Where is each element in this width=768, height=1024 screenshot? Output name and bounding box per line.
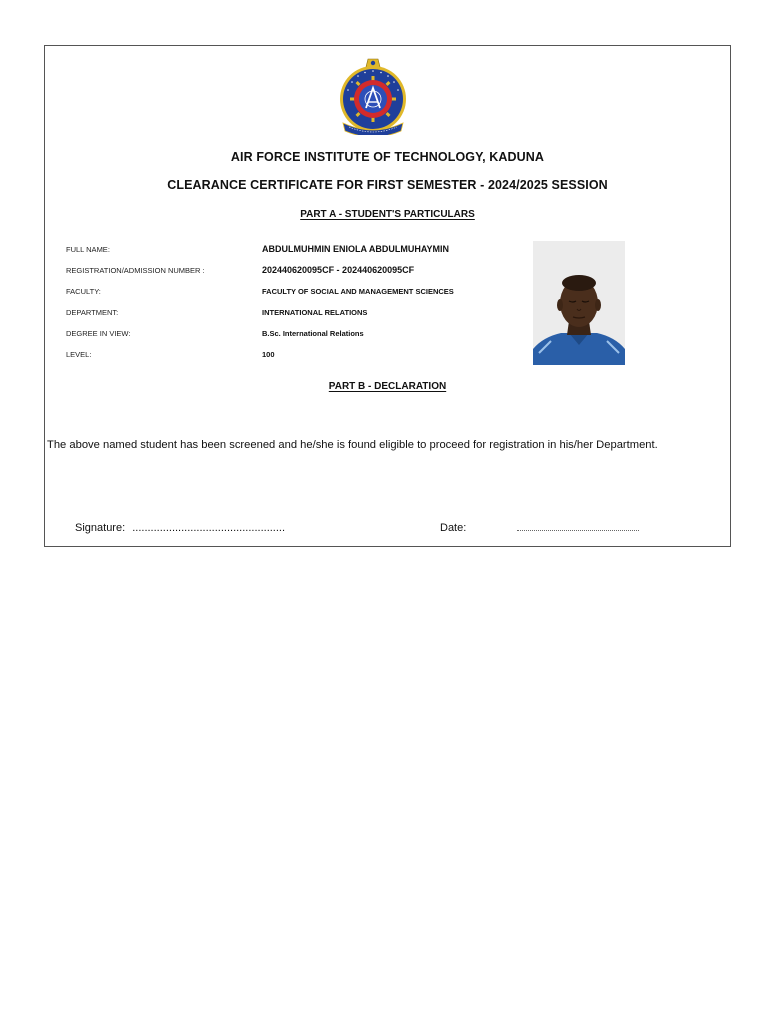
field-value: 100 (262, 350, 275, 359)
declaration-statement: The above named student has been screened and he/she is found eligible to proceed for registration in his/her Department. (47, 439, 658, 451)
field-row-full-name (66, 245, 526, 259)
field-label: FACULTY: (66, 287, 101, 296)
document-title: CLEARANCE CERTIFICATE FOR FIRST SEMESTER - 2024/2025 SESSION (167, 178, 608, 192)
field-label: DEGREE IN VIEW: (66, 329, 131, 338)
field-value: INTERNATIONAL RELATIONS (262, 308, 368, 317)
field-label: REGISTRATION/ADMISSION NUMBER : (66, 266, 205, 275)
date-line (517, 530, 639, 531)
crest-logo-icon (335, 57, 411, 135)
student-photo-icon (533, 241, 625, 365)
part-a-heading (45, 209, 730, 220)
field-value: B.Sc. International Relations (262, 329, 364, 338)
field-value: FACULTY OF SOCIAL AND MANAGEMENT SCIENCES (262, 287, 454, 296)
signature-line: .................................................. (132, 522, 286, 534)
field-label: LEVEL: (66, 350, 92, 359)
field-row-degree-in-view (66, 329, 526, 343)
part-a-heading-text: PART A - STUDENT'S PARTICULARS (300, 209, 475, 220)
clearance-certificate (44, 45, 731, 547)
part-b-heading (45, 381, 730, 392)
signature-label: Signature: (75, 522, 126, 534)
field-label: DEPARTMENT: (66, 308, 119, 317)
field-value: ABDULMUHMIN ENIOLA ABDULMUHAYMIN (262, 244, 449, 254)
field-row-registration-number (66, 266, 526, 280)
field-row-level (66, 350, 526, 364)
field-label: FULL NAME: (66, 245, 110, 254)
field-row-faculty (66, 287, 526, 301)
field-row-department (66, 308, 526, 322)
field-value: 202440620095CF - 202440620095CF (262, 265, 415, 275)
signature-field (75, 522, 285, 534)
part-b-heading-text: PART B - DECLARATION (328, 381, 447, 392)
date-label: Date: (440, 522, 467, 534)
institution-name: AIR FORCE INSTITUTE OF TECHNOLOGY, KADUNA (230, 150, 545, 164)
